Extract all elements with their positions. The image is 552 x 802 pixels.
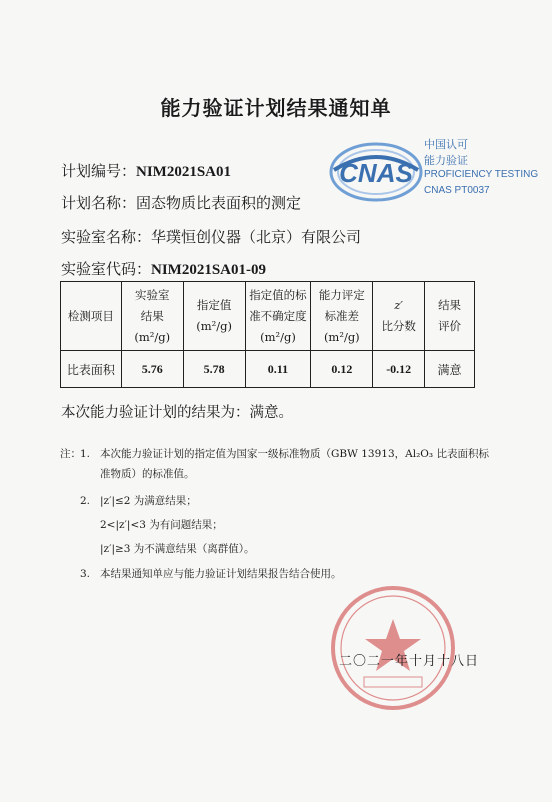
cnas-mark-icon [328, 140, 424, 204]
header-assigned-value: 指定值 (m²/g) [183, 282, 245, 351]
header-lab-result: 实验室 结果 (m²/g) [121, 282, 183, 351]
logo-line-1: 中国认可 [424, 139, 468, 151]
lab-name-label: 实验室名称： [61, 228, 152, 246]
note-3-number: 3. [80, 568, 91, 580]
note-1-line-b: 准物质）的标准值。 [100, 468, 195, 480]
note-2-number: 2. [80, 495, 91, 507]
lab-name-value: 华璞恒创仪器（北京）有限公司 [151, 228, 362, 246]
conclusion-text: 本次能力验证计划的结果为：满意。 [61, 405, 293, 421]
plan-name-line [61, 192, 301, 213]
official-seal-icon [330, 585, 456, 711]
logo-line-4: CNAS PT0037 [424, 185, 490, 196]
header-item: 检测项目 [61, 282, 122, 351]
lab-code-value: NIM2021SA01-09 [151, 262, 267, 278]
plan-code-label: 计划编号： [61, 162, 137, 180]
note-2-line-a: |z′|≤2 为满意结果； [100, 495, 197, 507]
lab-name-line [61, 226, 361, 247]
cell-z-score: -0.12 [373, 351, 425, 388]
lab-code-label: 实验室代码： [61, 260, 152, 278]
logo-line-2: 能力验证 [424, 155, 468, 167]
issue-date: 二〇二一年十月十八日 [339, 654, 480, 669]
results-table [60, 281, 475, 388]
cell-evaluation: 满意 [425, 351, 475, 388]
cell-lab-result: 5.76 [121, 351, 183, 388]
note-2-line-b: 2<|z′|<3 为有问题结果； [100, 519, 223, 531]
plan-code-line [61, 160, 231, 181]
note-1-number: 1. [80, 448, 91, 460]
document-title: 能力验证计划结果通知单 [160, 96, 392, 120]
table-row [61, 351, 475, 388]
cnas-logo [328, 132, 539, 212]
plan-name-value: 固态物质比表面积的测定 [136, 194, 302, 212]
plan-name-label: 计划名称： [61, 194, 137, 212]
note-2-line-c: |z′|≥3 为不满意结果（离群值）。 [100, 543, 255, 555]
header-std-dev: 能力评定 标准差 (m²/g) [311, 282, 373, 351]
cell-item: 比表面积 [61, 351, 122, 388]
plan-code-value: NIM2021SA01 [136, 164, 232, 180]
note-3-line-a: 本结果通知单应与能力验证计划结果报告结合使用。 [100, 568, 342, 580]
lab-code-line [61, 258, 266, 279]
notes-prefix: 注： [60, 448, 81, 460]
header-evaluation: 结果 评价 [425, 282, 475, 351]
logo-line-3: PROFICIENCY TESTING [424, 169, 539, 180]
cnas-mark-text: CNAS [339, 158, 413, 188]
note-1-line-a: 本次能力验证计划的指定值为国家一级标准物质（GBW 13913，Al₂O₃ 比表面积标 [100, 448, 489, 460]
header-z-score: z′ 比分数 [373, 282, 425, 351]
cell-std-dev: 0.12 [311, 351, 373, 388]
cell-uncertainty: 0.11 [245, 351, 311, 388]
header-uncertainty: 指定值的标 准不确定度 (m²/g) [245, 282, 311, 351]
cell-assigned-value: 5.78 [183, 351, 245, 388]
table-header-row [61, 282, 475, 351]
